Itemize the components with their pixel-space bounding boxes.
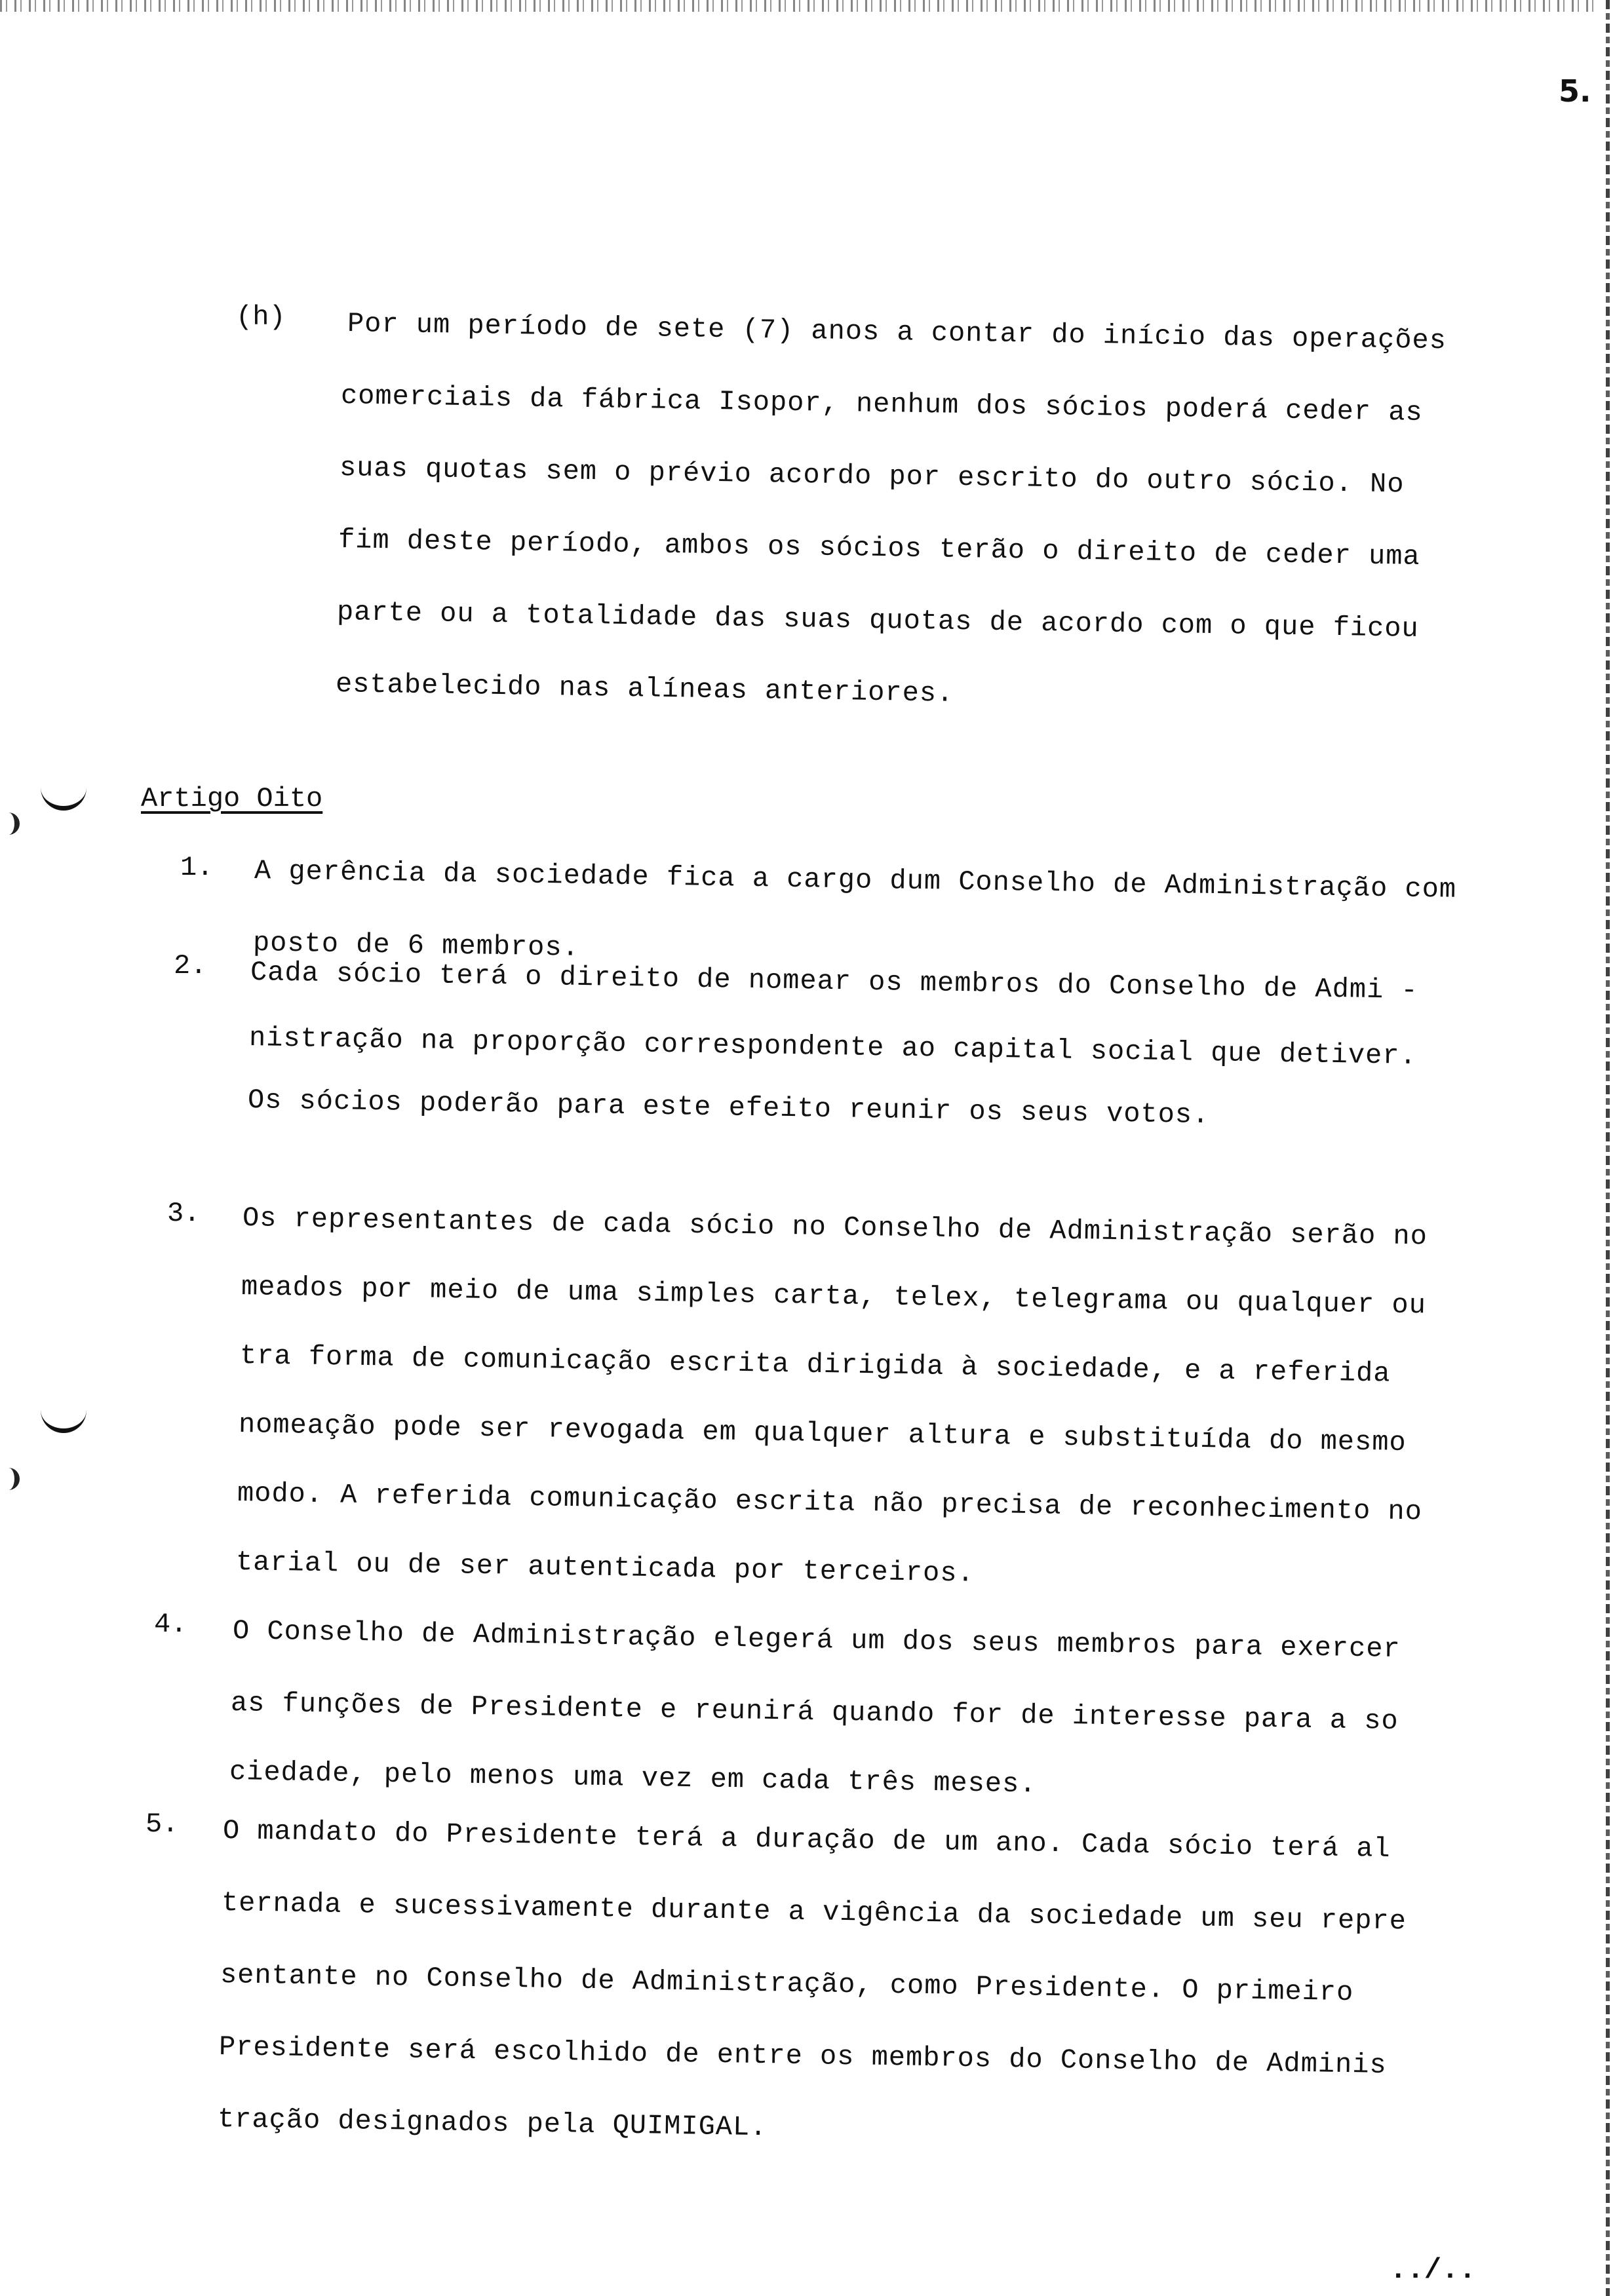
scan-edge-blob bbox=[0, 1468, 20, 1490]
clause-line: parte ou a totalidade das suas quotas de acordo com o que ficou bbox=[336, 596, 1420, 645]
item-line: tração designados pela QUIMIGAL. bbox=[217, 2103, 768, 2144]
clause-line: estabelecido nas alíneas anteriores. bbox=[335, 668, 954, 710]
clause-line: Por um período de sete (7) anos a contar do início das operações bbox=[347, 308, 1447, 357]
clause-line: suas quotas sem o prévio acordo por escrito do outro sócio. No bbox=[339, 452, 1405, 501]
item-line: Presidente será escolhido de entre os membros do Conselho de Adminis bbox=[218, 2031, 1388, 2081]
scan-top-edge-artifact bbox=[0, 0, 1599, 12]
continuation-mark: ../.. bbox=[1390, 2254, 1477, 2287]
item-line: O mandato do Presidente terá a duração de um ano. Cada sócio terá al bbox=[222, 1815, 1391, 1865]
item-line: ternada e sucessivamente durante a vigência da sociedade um seu repre bbox=[221, 1887, 1407, 1938]
item-marker: 2. bbox=[174, 950, 207, 982]
clause-marker: (h) bbox=[236, 301, 286, 333]
item-line: posto de 6 membros. bbox=[252, 927, 580, 964]
item-line: tra forma de comunicação escrita dirigida à sociedade, e a referida bbox=[239, 1340, 1391, 1390]
item-line: modo. A referida comunicação escrita não precisa de reconhecimento no bbox=[237, 1478, 1423, 1528]
item-line: Os representantes de cada sócio no Conselho de Administração serão no bbox=[242, 1202, 1428, 1253]
item-marker: 5. bbox=[146, 1808, 179, 1840]
item-line: as funções de Presidente e reunirá quando for de interesse para a so bbox=[230, 1687, 1399, 1737]
scan-right-edge-artifact bbox=[1606, 0, 1610, 2296]
item-line: Os sócios poderão para este efeito reunir os seus votos. bbox=[247, 1084, 1210, 1132]
item-line: nomeação pode ser revogada em qualquer altura e substituída do mesmo bbox=[238, 1409, 1407, 1459]
punch-hole-mark bbox=[41, 786, 87, 811]
scan-edge-blob bbox=[0, 813, 20, 835]
page-number: 5. bbox=[1559, 73, 1591, 109]
item-line: meados por meio de uma simples carta, telex, telegrama ou qualquer ou bbox=[241, 1271, 1427, 1322]
item-line: Cada sócio terá o direito de nomear os membros do Conselho de Admi - bbox=[250, 957, 1419, 1006]
item-line: sentante no Conselho de Administração, como Presidente. O primeiro bbox=[220, 1959, 1354, 2009]
item-marker: 4. bbox=[154, 1609, 187, 1640]
item-line: A gerência da sociedade fica a cargo dum Conselho de Administração com bbox=[254, 855, 1457, 906]
item-marker: 3. bbox=[167, 1198, 201, 1229]
item-line: ciedade, pelo menos uma vez em cada três meses. bbox=[229, 1756, 1037, 1801]
item-line: tarial ou de ser autenticada por terceiros. bbox=[235, 1546, 975, 1590]
item-line: O Conselho de Administração elegerá um dos seus membros para exercer bbox=[232, 1615, 1401, 1665]
punch-hole-mark bbox=[41, 1409, 87, 1433]
item-line: nistração na proporção correspondente ao capital social que detiver. bbox=[248, 1022, 1418, 1072]
clause-line: comerciais da fábrica Isopor, nenhum dos sócios poderá ceder as bbox=[340, 380, 1424, 429]
item-marker: 1. bbox=[180, 852, 214, 883]
article-heading: Artigo Oito bbox=[141, 783, 323, 814]
clause-line: fim deste período, ambos os sócios terão o direito de ceder uma bbox=[338, 524, 1421, 573]
